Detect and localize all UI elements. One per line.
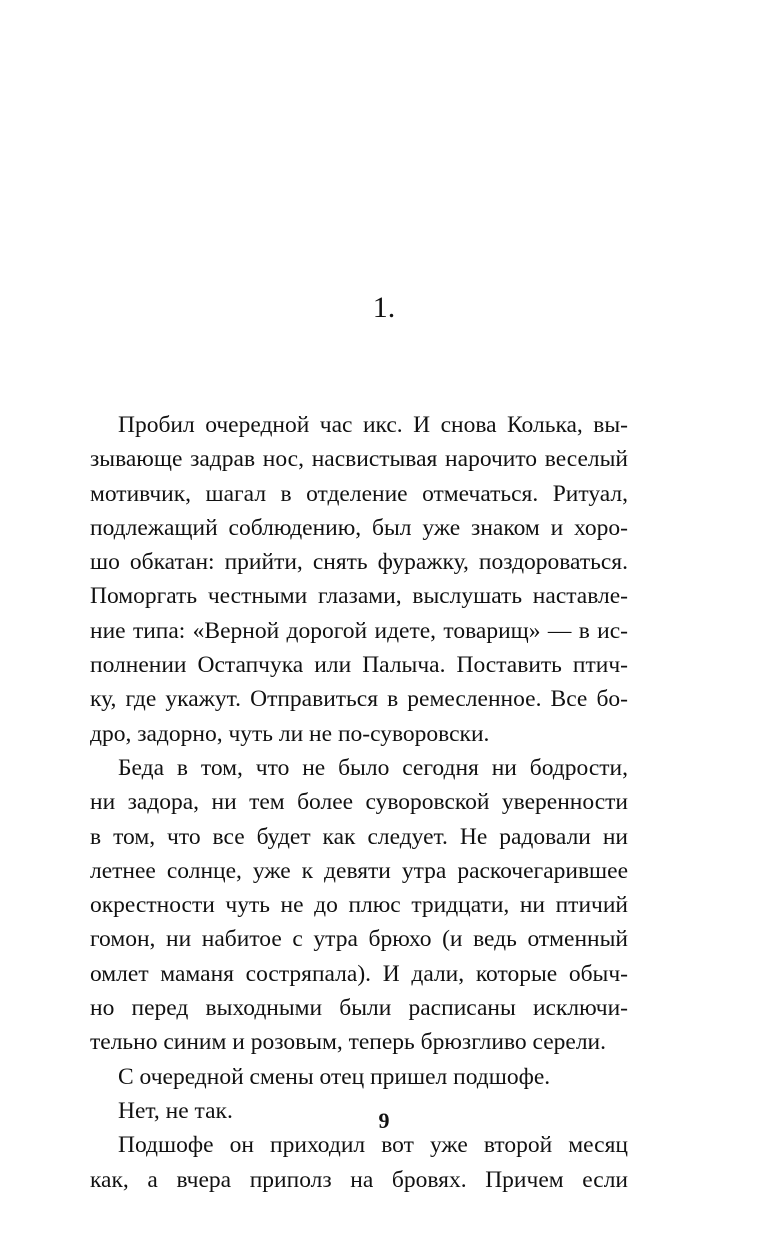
text-line: С очередной смены отец пришел подшофе.	[118, 1063, 551, 1090]
text-line: Нет, не так.	[118, 1097, 233, 1124]
text-line: зывающе задрав нос, насвистывая нарочито веселый	[90, 446, 628, 473]
body-text	[90, 408, 628, 1197]
text-line: полнении Остапчука или Палыча. Поставить птич-	[90, 652, 628, 679]
text-line: подлежащий соблюдению, был уже знаком и хоро-	[90, 514, 628, 541]
text-line: Беда в том, что не было сегодня ни бодрости,	[118, 754, 628, 781]
text-line: омлет маманя состряпала). И дали, которые обыч-	[90, 960, 628, 987]
text-line: летнее солнце, уже к девяти утра раскочегарившее	[90, 857, 628, 884]
text-line: мотивчик, шагал в отделение отмечаться. Ритуал,	[90, 480, 628, 507]
page-number: 9	[378, 1108, 390, 1133]
text-line: ние типа: «Верной дорогой идете, товарищ» — в ис-	[90, 617, 628, 644]
text-line: дро, задорно, чуть ли не по-суворовски.	[90, 720, 490, 747]
text-line: ни задора, ни тем более суворовской уверенности	[90, 789, 628, 816]
text-line: окрестности чуть не до плюс тридцати, ни птичий	[90, 892, 628, 919]
text-line: но перед выходными были расписаны исключи-	[90, 995, 628, 1022]
text-line: Подшофе он приходил вот уже второй месяц	[118, 1132, 628, 1159]
text-line: в том, что все будет как следует. Не радовали ни	[90, 823, 628, 850]
text-line: ку, где укажут. Отправиться в ремесленное. Все бо-	[90, 686, 628, 713]
text-line: шо обкатан: прийти, снять фуражку, поздороваться.	[90, 549, 628, 576]
text-line: как, а вчера приполз на бровях. Причем если	[90, 1166, 628, 1193]
text-line: тельно синим и розовым, теперь брюзгливо серели.	[90, 1029, 607, 1056]
chapter-number: 1.	[372, 291, 396, 324]
text-line: Поморгать честными глазами, выслушать наставле-	[90, 583, 628, 610]
text-line: гомон, ни набитое с утра брюхо (и ведь отменный	[90, 926, 628, 953]
text-line: Пробил очередной час икс. И снова Колька, вы-	[118, 412, 628, 438]
